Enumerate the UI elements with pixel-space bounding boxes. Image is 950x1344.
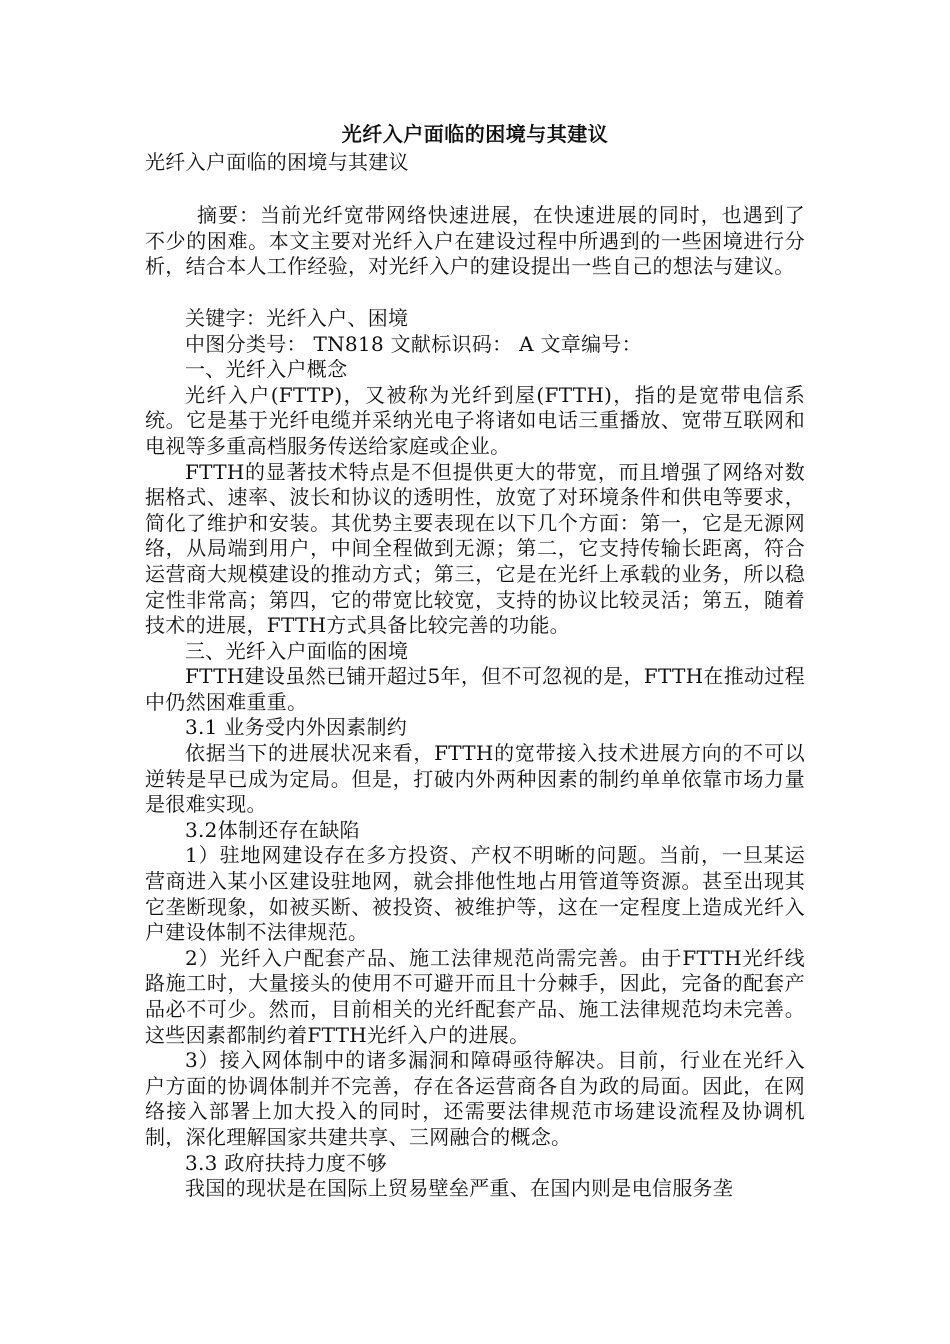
document-title: 光纤入户面临的困境与其建议: [341, 122, 609, 146]
document-subtitle: 光纤入户面临的困境与其建议: [145, 149, 409, 174]
subsection-heading-3-3: 3.3 政府扶持力度不够: [185, 1150, 387, 1175]
list-item: 3）接入网体制中的诸多漏洞和障碍亟待解决。目前，行业在光纤入户方面的协调体制并不完善，存在各运营商各自为政的局面。因此，在网络接入部署上加大投入的同时，还需要法律规范市场建设流程及协调机制，深化理解国家共建共享、三网融合的概念。: [145, 1048, 805, 1149]
keywords-line: 关键字：光纤入户、困境: [185, 305, 409, 330]
spacer: [145, 280, 805, 306]
classification-line: 中图分类号： TN818 文献标识码： A 文章编号：: [185, 331, 642, 356]
subsection-heading-3-1: 3.1 业务受内外因素制约: [185, 715, 408, 740]
document-page: [145, 118, 805, 1202]
abstract-paragraph: 摘要：当前光纤宽带网络快速进展，在快速进展的同时，也遇到了不少的困难。本文主要对光纤入户在建设过程中所遇到的一些困境进行分析，结合本人工作经验，对光纤入户的建设提出一些自己的想法与建议。: [145, 203, 805, 279]
body-paragraph: 依据当下的进展状况来看，FTTH的宽带接入技术进展方向的不可以逆转是早已成为定局。但是，打破内外两种因素的制约单单依靠市场力量是很难实现。: [145, 741, 805, 817]
body-paragraph: 我国的现状是在国际上贸易壁垒严重、在国内则是电信服务垄: [185, 1176, 734, 1201]
list-item: 2）光纤入户配套产品、施工法律规范尚需完善。由于FTTH光纤线路施工时，大量接头的使用不可避开而且十分棘手，因此，完备的配套产品必不可少。然而，目前相关的光纤配套产品、施工法律规范均未完善。这些因素都制约着FTTH光纤入户的进展。: [145, 945, 805, 1047]
subsection-heading-3-2: 3.2体制还存在缺陷: [185, 817, 360, 842]
body-paragraph: 光纤入户(FTTP)，又被称为光纤到屋(FTTH)，指的是宽带电信系统。它是基于光纤电缆并采纳光电子将诸如电话三重播放、宽带互联网和电视等多重高档服务传送给家庭或企业。: [145, 382, 805, 458]
section-heading-1: 一、光纤入户概念: [185, 357, 348, 382]
body-paragraph: FTTH的显著技术特点是不但提供更大的带宽，而且增强了网络对数据格式、速率、波长和协议的透明性，放宽了对环境条件和供电等要求，简化了维护和安装。其优势主要表现在以下几个方面：第一，它是无源网络，从局端到用户，中间全程做到无源；第二，它支持传输长距离，符合运营商大规模建设的推动方式；第三，它是在光纤上承载的业务，所以稳定性非常高；第四，它的带宽比较宽，支持的协议比较灵活；第五，随着技术的进展，FTTH方式具备比较完善的功能。: [145, 459, 805, 638]
list-item: 1）驻地网建设存在多方投资、产权不明晰的问题。当前，一旦某运营商进入某小区建设驻地网，就会排他性地占用管道等资源。甚至出现其它垄断现象，如被买断、被投资、被维护等，这在一定程度上造成光纤入户建设体制不法律规范。: [145, 843, 805, 945]
body-paragraph: FTTH建设虽然已铺开超过5年，但不可忽视的是，FTTH在推动过程中仍然困难重重。: [145, 664, 805, 714]
section-heading-3: 三、光纤入户面临的困境: [185, 638, 409, 663]
